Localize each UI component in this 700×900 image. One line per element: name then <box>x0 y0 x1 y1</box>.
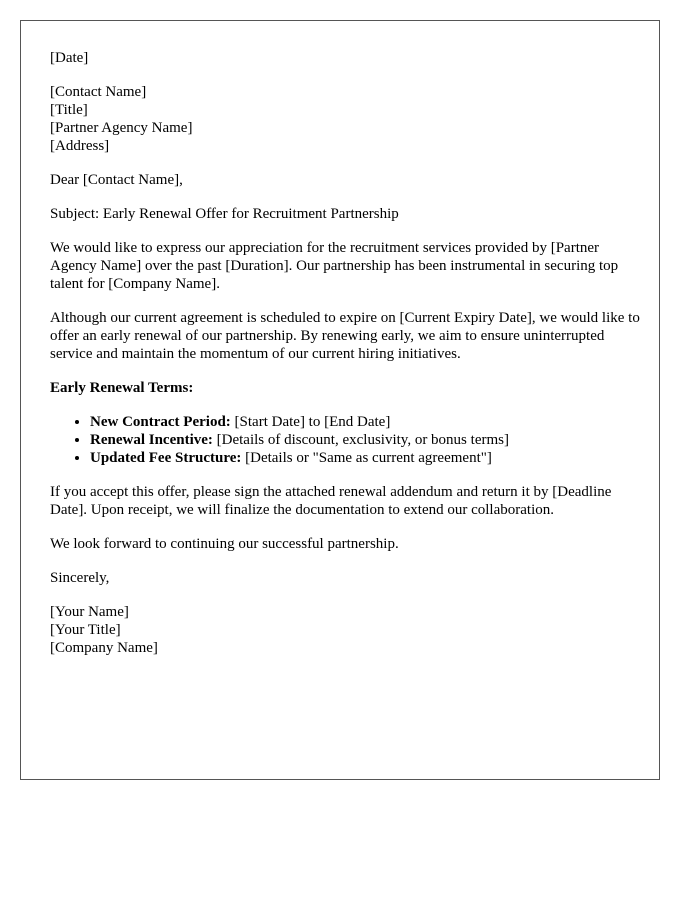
terms-list <box>50 413 640 467</box>
term-label: New Contract Period: <box>90 414 231 430</box>
salutation: Dear [Contact Name], <box>50 172 183 188</box>
sender-company: [Company Name] <box>50 640 158 656</box>
letter-body <box>50 49 640 673</box>
recipient-agency: [Partner Agency Name] <box>50 120 193 136</box>
term-item-fee-structure <box>90 449 640 467</box>
recipient-contact-name: [Contact Name] <box>50 84 147 100</box>
sender-block <box>50 603 640 657</box>
sender-title: [Your Title] <box>50 622 121 638</box>
recipient-title: [Title] <box>50 102 88 118</box>
letter-date: [Date] <box>50 50 89 66</box>
letter-page <box>20 20 660 780</box>
term-item-contract-period <box>90 413 640 431</box>
recipient-address: [Address] <box>50 138 110 154</box>
term-label: Updated Fee Structure: <box>90 450 242 466</box>
paragraph-closing-remark: We look forward to continuing our successful partnership. <box>50 536 399 552</box>
paragraph-renewal-offer: Although our current agreement is scheduled to expire on [Current Expiry Date], we would like to offer an early renewal of our partnership. By renewing early, we aim to ensure uninterrupted service and maintain the momentum of our current hiring initiatives. <box>50 310 640 362</box>
closing: Sincerely, <box>50 570 110 586</box>
subject-line: Subject: Early Renewal Offer for Recruitment Partnership <box>50 206 399 222</box>
term-text: [Details or "Same as current agreement"] <box>241 450 492 466</box>
sender-name: [Your Name] <box>50 604 129 620</box>
term-label: Renewal Incentive: <box>90 432 213 448</box>
term-item-renewal-incentive <box>90 431 640 449</box>
recipient-block <box>50 83 640 155</box>
terms-heading: Early Renewal Terms: <box>50 380 194 396</box>
paragraph-acceptance: If you accept this offer, please sign the attached renewal addendum and return it by [Deadline Date]. Upon receipt, we will finalize the documentation to extend our collaboration. <box>50 484 612 518</box>
term-text: [Start Date] to [End Date] <box>230 414 391 430</box>
term-text: [Details of discount, exclusivity, or bonus terms] <box>212 432 509 448</box>
paragraph-appreciation: We would like to express our appreciation for the recruitment services provided by [Partner Agency Name] over the past [Duration]. Our partnership has been instrumental in securing top talent for [Company Name]. <box>50 240 619 292</box>
